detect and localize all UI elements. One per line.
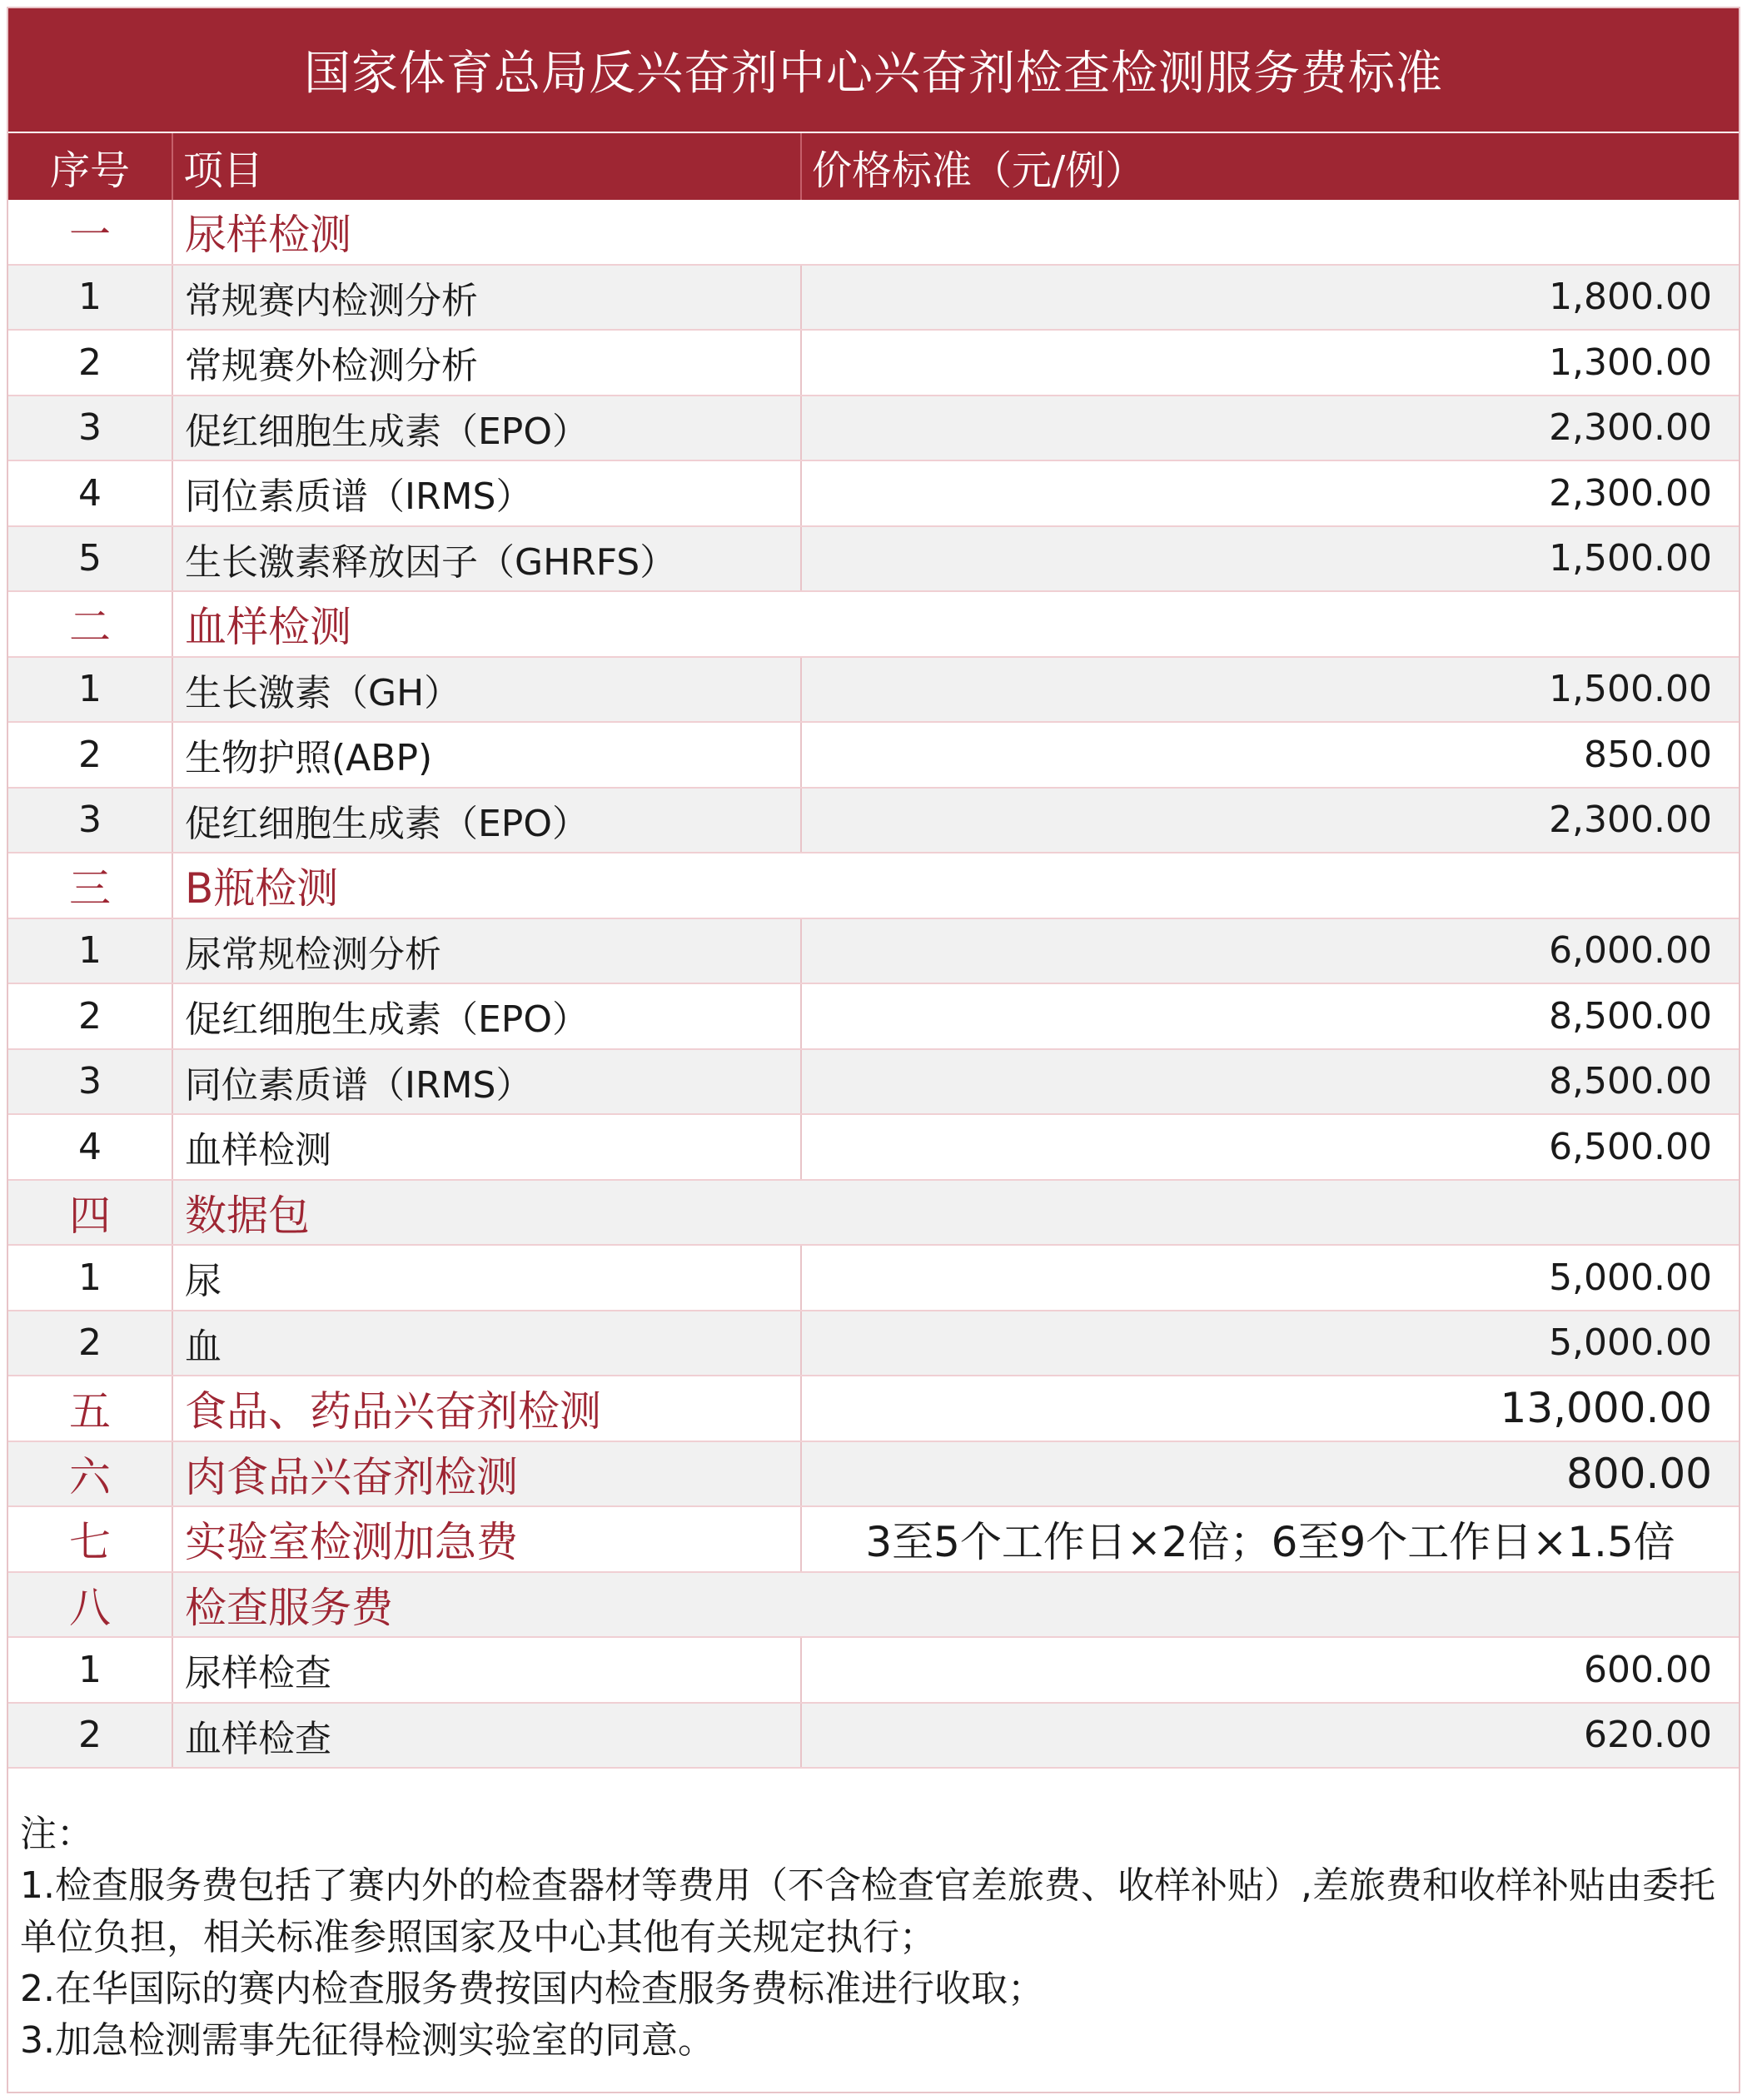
row-price: 2,300.00	[800, 789, 1739, 853]
row-no: 4	[78, 471, 102, 515]
section-row	[8, 853, 1739, 919]
row-no: 2	[78, 1714, 102, 1757]
table-row	[8, 919, 1739, 985]
table-row	[8, 789, 1739, 854]
row-item: 肉食品兴奋剂检测	[172, 1442, 800, 1506]
row-no: 二	[69, 603, 111, 652]
row-no: 八	[69, 1583, 111, 1632]
row-price: 8,500.00	[800, 984, 1739, 1048]
table-row	[8, 658, 1739, 724]
table-row	[8, 1115, 1739, 1181]
row-price: 850.00	[800, 723, 1739, 787]
row-item: 尿样检测	[172, 200, 800, 264]
row-item: 数据包	[172, 1181, 800, 1245]
notes-line-1: 1.检查服务费包括了赛内外的检查器材等费用（不含检查官差旅费、收样补贴）,差旅费和收样补贴由委托单位负担，相关标准参照国家及中心其他有关规定执行；	[20, 1864, 1715, 1958]
row-price: 8,500.00	[800, 1050, 1739, 1114]
page-title: 国家体育总局反兴奋剂中心兴奋剂检查检测服务费标准	[8, 8, 1739, 133]
row-item: 同位素质谱（IRMS）	[172, 461, 800, 525]
row-no: 六	[69, 1452, 111, 1501]
row-no: 4	[78, 1125, 102, 1168]
row-item: 血样检测	[172, 592, 800, 656]
row-no: 五	[69, 1387, 111, 1436]
row-item: 检查服务费	[172, 1573, 800, 1637]
row-no: 七	[69, 1518, 111, 1567]
row-no: 2	[78, 341, 102, 384]
notes-heading: 注：	[20, 1813, 93, 1855]
table-body	[8, 200, 1739, 1769]
row-item: 促红细胞生成素（EPO）	[172, 396, 800, 460]
row-no: 1	[78, 1648, 102, 1691]
row-price: 2,300.00	[800, 461, 1739, 525]
header-no: 序号	[49, 147, 130, 194]
table-row	[8, 461, 1739, 527]
row-price	[800, 853, 1739, 918]
row-price: 3至5个工作日×2倍；6至9个工作日×1.5倍	[800, 1507, 1739, 1571]
row-price	[800, 1181, 1739, 1245]
row-price: 1,800.00	[800, 266, 1739, 330]
row-price: 620.00	[800, 1704, 1739, 1768]
section-row	[8, 1507, 1739, 1573]
row-no: 3	[78, 406, 102, 450]
row-price: 1,500.00	[800, 527, 1739, 591]
notes	[8, 1809, 1739, 2067]
row-price: 1,500.00	[800, 658, 1739, 722]
row-item: 血	[172, 1311, 800, 1376]
row-item: 生长激素（GH）	[172, 658, 800, 722]
row-item: 血样检测	[172, 1115, 800, 1179]
row-item: 常规赛外检测分析	[172, 331, 800, 395]
table-row	[8, 396, 1739, 462]
row-no: 2	[78, 994, 102, 1038]
section-row	[8, 592, 1739, 658]
section-row	[8, 1376, 1739, 1442]
row-item: 促红细胞生成素（EPO）	[172, 984, 800, 1048]
row-price: 1,300.00	[800, 331, 1739, 395]
row-item: 尿样检查	[172, 1638, 800, 1702]
row-item: 食品、药品兴奋剂检测	[172, 1376, 800, 1441]
row-no: 1	[78, 1256, 102, 1299]
table-row	[8, 527, 1739, 593]
notes-line-2: 2.在华国际的赛内检查服务费按国内检查服务费标准进行收取；	[20, 1968, 1044, 2010]
row-item: 同位素质谱（IRMS）	[172, 1050, 800, 1114]
row-item: 血样检查	[172, 1704, 800, 1768]
notes-line-3: 3.加急检测需事先征得检测实验室的同意。	[20, 2019, 714, 2062]
table-row	[8, 266, 1739, 331]
row-no: 5	[78, 537, 102, 580]
section-row	[8, 1442, 1739, 1508]
row-price	[800, 200, 1739, 264]
row-no: 3	[78, 1060, 102, 1103]
row-price: 5,000.00	[800, 1246, 1739, 1310]
row-item: B瓶检测	[172, 853, 800, 918]
row-item: 尿	[172, 1246, 800, 1310]
row-no: 1	[78, 929, 102, 973]
row-item: 生物护照(ABP)	[172, 723, 800, 787]
table-row	[8, 1050, 1739, 1116]
row-price: 800.00	[800, 1442, 1739, 1506]
header-price: 价格标准（元/例）	[800, 133, 1739, 200]
row-price: 5,000.00	[800, 1311, 1739, 1376]
table-row	[8, 1246, 1739, 1311]
table-row	[8, 1311, 1739, 1377]
row-no: 三	[69, 864, 111, 913]
row-item: 尿常规检测分析	[172, 919, 800, 983]
row-no: 1	[78, 668, 102, 711]
row-item: 促红细胞生成素（EPO）	[172, 789, 800, 853]
section-row	[8, 200, 1739, 266]
table-row	[8, 1638, 1739, 1704]
row-item: 常规赛内检测分析	[172, 266, 800, 330]
row-no: 一	[69, 211, 111, 260]
row-no: 3	[78, 799, 102, 842]
row-price: 6,500.00	[800, 1115, 1739, 1179]
table-row	[8, 723, 1739, 789]
row-price	[800, 1573, 1739, 1637]
row-price: 600.00	[800, 1638, 1739, 1702]
row-price: 2,300.00	[800, 396, 1739, 460]
row-no: 2	[78, 1321, 102, 1365]
row-no: 1	[78, 276, 102, 319]
table-row	[8, 1704, 1739, 1769]
fee-standard-sheet	[7, 7, 1740, 2093]
row-item: 实验室检测加急费	[172, 1507, 800, 1571]
row-price: 6,000.00	[800, 919, 1739, 983]
row-item: 生长激素释放因子（GHRFS）	[172, 527, 800, 591]
row-no: 2	[78, 733, 102, 776]
row-no: 四	[69, 1191, 111, 1240]
section-row	[8, 1181, 1739, 1247]
row-price: 13,000.00	[800, 1376, 1739, 1441]
header-item: 项目	[172, 133, 800, 200]
table-header	[8, 133, 1739, 200]
section-row	[8, 1573, 1739, 1639]
table-row	[8, 331, 1739, 396]
row-price	[800, 592, 1739, 656]
table-row	[8, 984, 1739, 1050]
